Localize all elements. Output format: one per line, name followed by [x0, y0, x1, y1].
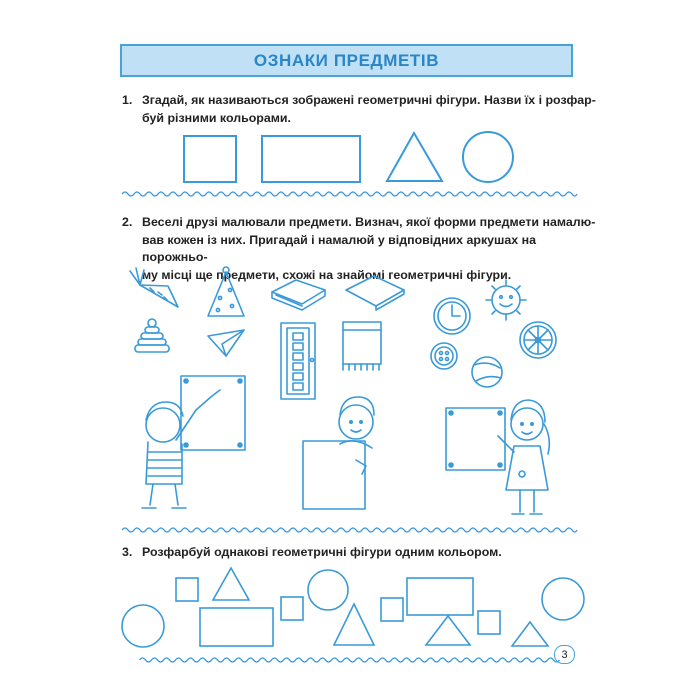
task-1-line-2: буй різними кольорами.: [142, 110, 291, 125]
square-shape-1: [176, 578, 198, 601]
wave-divider-3: [122, 655, 577, 665]
page-title: ОЗНАКИ ПРЕДМЕТІВ: [253, 50, 440, 70]
task-3-number: 3.: [122, 545, 133, 559]
square-shape-3: [381, 598, 403, 621]
task-2-line-1: Веселі друзі малювали предмети. Визнач, якої форми предмети намалю-: [142, 215, 596, 229]
task-2-line-2: вав кожен із них. Пригадай і намалюй у відповідних аркушах на порожньо-: [142, 232, 536, 264]
circle-shape-3: [542, 578, 584, 620]
triangle-shape-3: [426, 616, 470, 645]
task-1-number: 1.: [122, 93, 133, 107]
triangle-shape-2: [334, 604, 374, 645]
triangle-shape-1: [213, 568, 249, 600]
circle-shape-2: [308, 570, 348, 610]
square-shape-4: [478, 611, 500, 634]
circle-shape-1: [122, 605, 164, 647]
square-shape-2: [281, 597, 303, 620]
triangle-shape-4: [512, 622, 548, 646]
task-2-line-3: му місці ще предмети, схожі на знайомі геометричні фігури.: [142, 267, 512, 282]
task-2-number: 2.: [122, 215, 133, 229]
rectangle-shape-2: [407, 578, 473, 615]
task-3-line-1: Розфарбуй однакові геометричні фігури одним кольором.: [142, 545, 502, 559]
rectangle-shape-1: [200, 608, 273, 646]
task-1-line-1: Згадай, як називаються зображені геометричні фігури. Назви їх і розфар-: [142, 93, 596, 107]
page-number: 3: [554, 645, 575, 664]
